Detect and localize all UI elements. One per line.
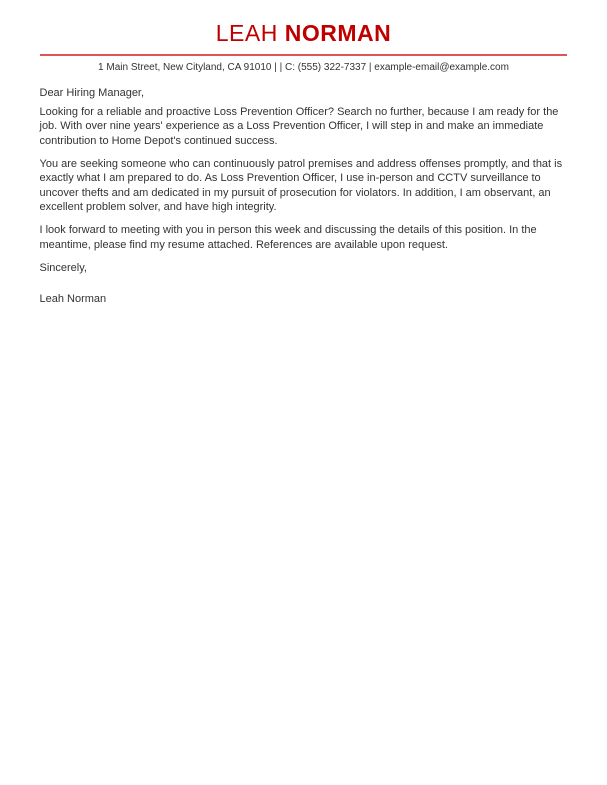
header-divider-rule xyxy=(40,54,567,56)
letter-header xyxy=(0,0,607,74)
salutation: Dear Hiring Manager, xyxy=(39,87,145,99)
candidate-name xyxy=(0,20,607,46)
body-paragraph-2: You are seeking someone who can continuously patrol premises and address offenses promptly, and that is exactly what I am prepared to do. As Loss Prevention Officer, I use in-person and CCTV surveillance to uncover thefts and am dedicated in my pursuit of prosecution for violators. In addition, I am observant, an excellent problem solver, and have high integrity. xyxy=(39,157,563,213)
letter-body xyxy=(40,86,568,307)
candidate-first-name: LEAH xyxy=(215,20,278,46)
closing: Sincerely, xyxy=(39,261,87,274)
signature-name: Leah Norman xyxy=(39,293,107,305)
body-paragraph-1: Looking for a reliable and proactive Loss Prevention Officer? Search no further, because I am ready for the job. With over nine years' experience as a Loss Prevention Officer, I will step in and make an immediate contribution to Home Depot's continued success. xyxy=(39,105,559,147)
body-paragraph-3: I look forward to meeting with you in person this week and discussing the details of this position. In the meantime, please find my resume attached. References are available upon request. xyxy=(39,224,537,251)
contact-info-line: 1 Main Street, New Cityland, CA 91010 | | C: (555) 322-7337 | example-email@example.com xyxy=(98,62,509,73)
candidate-last-name: NORMAN xyxy=(284,20,392,46)
name-space xyxy=(278,20,285,46)
